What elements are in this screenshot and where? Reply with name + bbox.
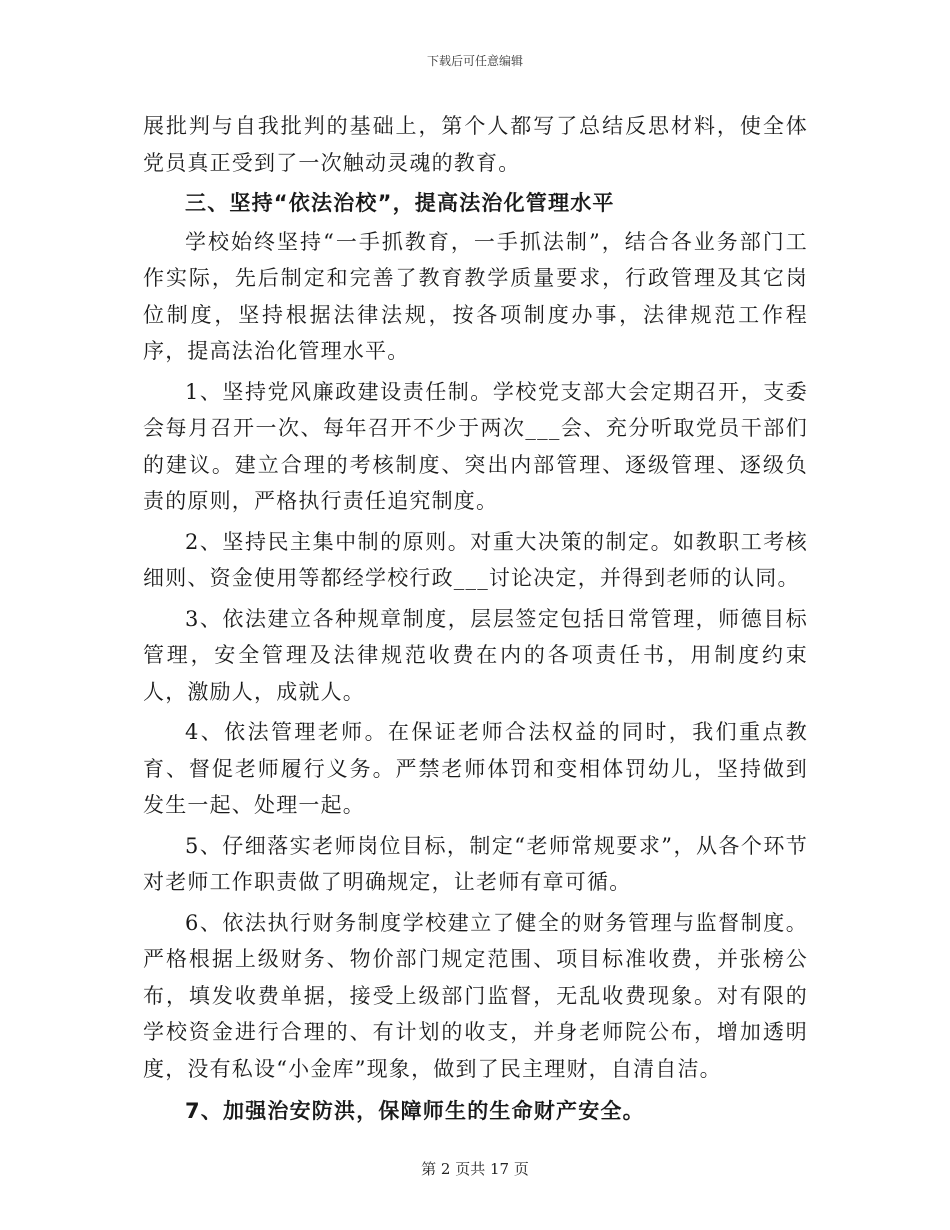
paragraph-rule-of-law: 学校始终坚持“一手抓教育，一手抓法制”，结合各业务部门工作实际，先后制定和完善了教育教学质量要求，行政管理及其它岗位制度，坚持根据法律法规，按各项制度办事，法律规范工作程序，提高法治化管理水平。 <box>143 229 808 363</box>
paragraph-item-5: 5、仔细落实老师岗位目标，制定“老师常规要求”，从各个环节对老师工作职责做了明确规定，让老师有章可循。 <box>143 833 808 894</box>
page-footer: 第 2 页共 17 页 <box>421 1160 529 1178</box>
paragraph-item-4: 4、依法管理老师。在保证老师合法权益的同时，我们重点教育、督促老师履行义务。严禁老师体罚和变相体罚幼儿，坚持做到发生一起、处理一起。 <box>143 720 808 817</box>
section-heading-item-7: 7、加强治安防洪，保障师生的生命财产安全。 <box>185 1099 645 1123</box>
paragraph-item-6: 6、依法执行财务制度学校建立了健全的财务管理与监督制度。严格根据上级财务、物价部门规定范围、项目标准收费，并张榜公布，填发收费单据，接受上级部门监督，无乱收费现象。对有限的学校资金进行合理的、有计划的收支，并身老师院公布，增加透明度，没有私设“小金库”现象，做到了民主理财，自清自洁。 <box>143 910 808 1081</box>
section-heading-3: 三、坚持“依法治校”，提高法治化管理水平 <box>185 191 615 215</box>
paragraph-item-3: 3、依法建立各种规章制度，层层签定包括日常管理，师德目标管理，安全管理及法律规范收费在内的各项责任书，用制度约束人，激励人，成就人。 <box>143 606 808 704</box>
paragraph-continuation: 展批判与自我批判的基础上，第个人都写了总结反思材料，使全体党员真正受到了一次触动灵魂的教育。 <box>143 114 808 175</box>
document-body <box>143 108 808 1130</box>
paragraph-item-1: 1、坚持党风廉政建设责任制。学校党支部大会定期召开，支委会每月召开一次、每年召开不少于两次___会、充分听取党员干部们的建议。建立合理的考核制度、突出内部管理、逐级管理、逐级负责的原则，严格执行责任追究制度。 <box>143 379 808 513</box>
page-header: 下载后可任意编辑 <box>426 54 523 68</box>
paragraph-item-2: 2、坚持民主集中制的原则。对重大决策的制定。如教职工考核细则、资金使用等都经学校行政___讨论决定，并得到老师的认同。 <box>143 529 808 590</box>
